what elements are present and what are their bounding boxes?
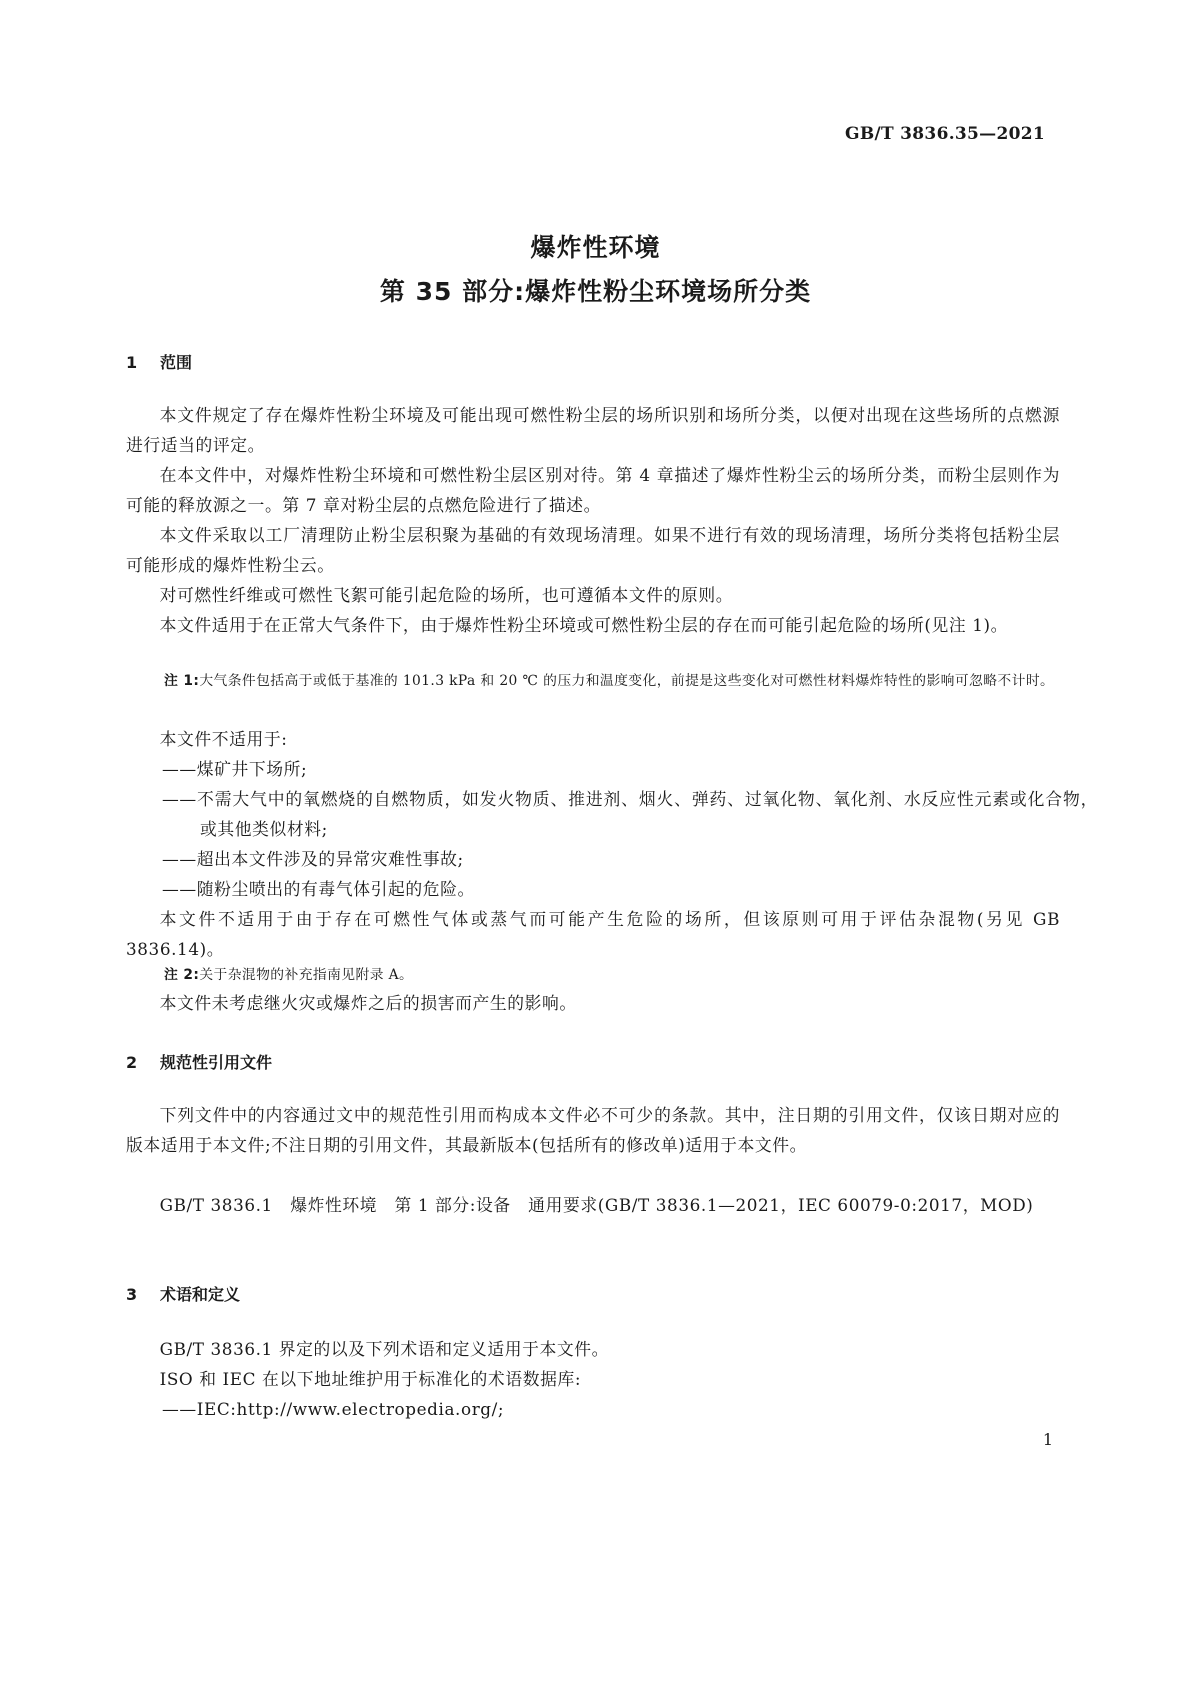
- page-number: 1: [1042, 1430, 1053, 1449]
- section-title: 范围: [160, 353, 193, 372]
- normative-reference: GB/T 3836.1 爆炸性环境 第 1 部分:设备 通用要求(GB/T 3836.1—2021，IEC 60079-0:2017，MOD): [159, 1195, 1034, 1215]
- document-title-line1: 爆炸性环境: [530, 233, 661, 262]
- section-title: 规范性引用文件: [160, 1053, 273, 1072]
- paragraph: 下列文件中的内容通过文中的规范性引用而构成本文件必不可少的条款。其中，注日期的引用文件，仅该日期对应的版本适用于本文件;不注日期的引用文件，其最新版本(包括所有的修改单)适用于本文件。: [126, 1105, 1060, 1155]
- paragraph: 在本文件中，对爆炸性粉尘环境和可燃性粉尘层区别对待。第 4 章描述了爆炸性粉尘云的场所分类，而粉尘层则作为可能的释放源之一。第 7 章对粉尘层的点燃危险进行了描述。: [126, 465, 1060, 515]
- section-title: 术语和定义: [160, 1285, 241, 1304]
- note-label: 注 1:: [164, 673, 200, 689]
- section-3-heading: [126, 1282, 240, 1305]
- note-2: [164, 962, 1086, 989]
- document-title-line2: 第 35 部分:爆炸性粉尘环境场所分类: [379, 277, 812, 306]
- paragraph: ISO 和 IEC 在以下地址维护用于标准化的术语数据库:: [159, 1369, 582, 1389]
- paragraph: 本文件采取以工厂清理防止粉尘层积聚为基础的有效现场清理。如果不进行有效的现场清理，场所分类将包括粉尘层可能形成的爆炸性粉尘云。: [126, 525, 1060, 575]
- section-1-heading: [126, 350, 192, 373]
- dash-list-item: ——IEC:http://www.electropedia.org/;: [162, 1399, 505, 1419]
- paragraph: 本文件规定了存在爆炸性粉尘环境及可能出现可燃性粉尘层的场所识别和场所分类，以便对出现在这些场所的点燃源进行适当的评定。: [126, 405, 1060, 455]
- section-2-heading: [126, 1050, 272, 1073]
- note-label: 注 2:: [164, 967, 200, 983]
- paragraph: 本文件不适用于:: [159, 729, 288, 749]
- section-number: 2: [126, 1053, 138, 1072]
- dash-list-item: ——超出本文件涉及的异常灾难性事故;: [162, 849, 464, 869]
- note-text: 关于杂混物的补充指南见附录 A。: [199, 967, 414, 983]
- note-1: [164, 668, 1086, 695]
- section-number: 1: [126, 353, 138, 372]
- dash-list-item: ——随粉尘喷出的有毒气体引起的危险。: [162, 879, 475, 899]
- paragraph: 本文件适用于在正常大气条件下，由于爆炸性粉尘环境或可燃性粉尘层的存在而可能引起危险的场所(见注 1)。: [159, 615, 1009, 635]
- section-number: 3: [126, 1285, 138, 1304]
- dash-list-item: ——不需大气中的氧燃烧的自燃物质，如发火物质、推进剂、烟火、弹药、过氧化物、氧化剂、水反应性元素或化合物，或其他类似材料;: [162, 789, 1098, 839]
- paragraph: GB/T 3836.1 界定的以及下列术语和定义适用于本文件。: [159, 1339, 610, 1359]
- note-text: 大气条件包括高于或低于基准的 101.3 kPa 和 20 ℃ 的压力和温度变化，前提是这些变化对可燃性材料爆炸特性的影响可忽略不计时。: [199, 673, 1055, 689]
- paragraph: 本文件未考虑继火灾或爆炸之后的损害而产生的影响。: [159, 993, 577, 1013]
- paragraph: 本文件不适用于由于存在可燃性气体或蒸气而可能产生危险的场所，但该原则可用于评估杂混物(另见 GB 3836.14)。: [126, 909, 1060, 959]
- paragraph: 对可燃性纤维或可燃性飞絮可能引起危险的场所，也可遵循本文件的原则。: [159, 585, 734, 605]
- dash-list-item: ——煤矿井下场所;: [162, 759, 308, 779]
- standard-code: GB/T 3836.35—2021: [845, 124, 1045, 144]
